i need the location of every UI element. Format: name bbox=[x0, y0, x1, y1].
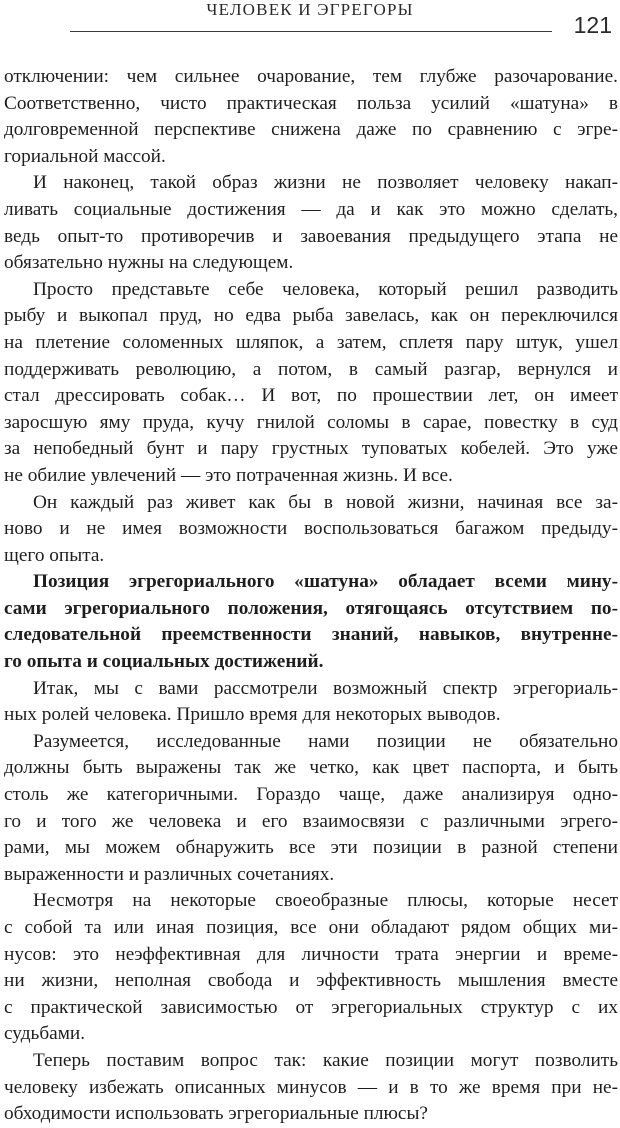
text-line: Он каждый раз живет как бы в новой жизни, начиная все за- bbox=[33, 491, 618, 513]
text-line: Несмотря на некоторые своеобразные плюсы, которые несет bbox=[33, 890, 618, 912]
text-line: за непобедный бунт и пару грустных туповатых кобелей. Это уже bbox=[4, 438, 618, 460]
text-line: Теперь поставим вопрос так: какие позиции могут позволить bbox=[33, 1049, 618, 1071]
text-line: щего опыта. bbox=[4, 544, 105, 566]
text-line: поддерживать революцию, а потом, в самый разгар, вернулся и bbox=[4, 358, 618, 380]
text-line: ведь опыт-то противоречив и завоевания предыдущего этапа не bbox=[4, 225, 618, 247]
text-line: стал дрессировать собак… И вот, по прошествии лет, он имеет bbox=[4, 385, 618, 407]
text-line: с практической зависимостью от эгрегориальных структур с их bbox=[4, 996, 618, 1018]
text-line: должны быть выражены так же четко, как цвет паспорта, и быть bbox=[4, 757, 618, 779]
text-line: долговременной перспективе снижена даже по сравнению с эгре- bbox=[4, 119, 618, 141]
page-header bbox=[0, 0, 620, 42]
text-line: рами, мы можем обнаружить все эти позиции в разной степени bbox=[4, 837, 618, 859]
header-rule bbox=[70, 31, 552, 32]
text-line: выраженности и различных сочетаниях. bbox=[4, 863, 335, 885]
text-line: обходимости использовать эгрегориальные плюсы? bbox=[4, 1103, 428, 1125]
bold-text-line: следовательной преемственности знаний, навыков, внутренне- bbox=[4, 624, 618, 646]
text-line: нусов: это неэффективная для личности трата энергии и време- bbox=[4, 943, 618, 965]
text-line: ново и не имея возможности воспользоваться багажом предыду- bbox=[4, 518, 618, 540]
page-number: 121 bbox=[573, 12, 612, 38]
text-line: ных ролей человека. Пришло время для некоторых выводов. bbox=[4, 704, 501, 726]
text-line: ни жизни, неполная свобода и эффективность мышления вместе bbox=[4, 970, 618, 992]
text-line: Соответственно, чисто практическая польза усилий «шатуна» в bbox=[4, 92, 618, 114]
text-line: заросшую яму пруда, кучу гнилой соломы в сарае, повестку в суд bbox=[4, 411, 618, 433]
body-text bbox=[4, 64, 618, 1128]
bold-text-line: Позиция эгрегориального «шатуна» обладает всеми мину- bbox=[33, 571, 618, 593]
text-line: обязательно нужны на следующем. bbox=[4, 252, 294, 274]
text-line: ливать социальные достижения — да и как это можно сделать, bbox=[4, 198, 618, 220]
text-line: человеку избежать описанных минусов — и в то же время при не- bbox=[4, 1076, 618, 1098]
text-line: гориальной массой. bbox=[4, 145, 166, 167]
bold-text-line: го опыта и социальных достижений. bbox=[4, 651, 324, 673]
text-line: И наконец, такой образ жизни не позволяет человеку накап- bbox=[33, 172, 618, 194]
text-line: Итак, мы с вами рассмотрели возможный спектр эгрегориаль- bbox=[33, 677, 618, 699]
text-line: Просто представьте себе человека, который решил разводить bbox=[33, 278, 618, 300]
text-line: судьбами. bbox=[4, 1023, 86, 1045]
text-line: на плетение соломенных шляпок, а затем, сплетя пару штук, ушел bbox=[4, 331, 618, 353]
text-line: столь же категоричными. Гораздо чаще, даже анализируя одно- bbox=[4, 784, 618, 806]
text-line: отключении: чем сильнее очарование, тем глубже разочарование. bbox=[4, 66, 618, 87]
bold-text-line: сами эгрегориального положения, отягощаясь отсутствием по- bbox=[4, 597, 618, 619]
text-line: с собой та или иная позиция, все они обладают рядом общих ми- bbox=[4, 917, 618, 938]
running-head: ЧЕЛОВЕК И ЭГРЕГОРЫ bbox=[206, 0, 414, 19]
text-line: Разумеется, исследованные нами позиции не обязательно bbox=[33, 730, 618, 752]
text-line: го и того же человека и его взаимосвязи с различными эгрего- bbox=[4, 810, 618, 832]
text-line: рыбу и выкопал пруд, но едва рыба завелась, как он переключился bbox=[4, 305, 618, 327]
text-line: не обилие увлечений — это потраченная жизнь. И все. bbox=[4, 464, 453, 486]
